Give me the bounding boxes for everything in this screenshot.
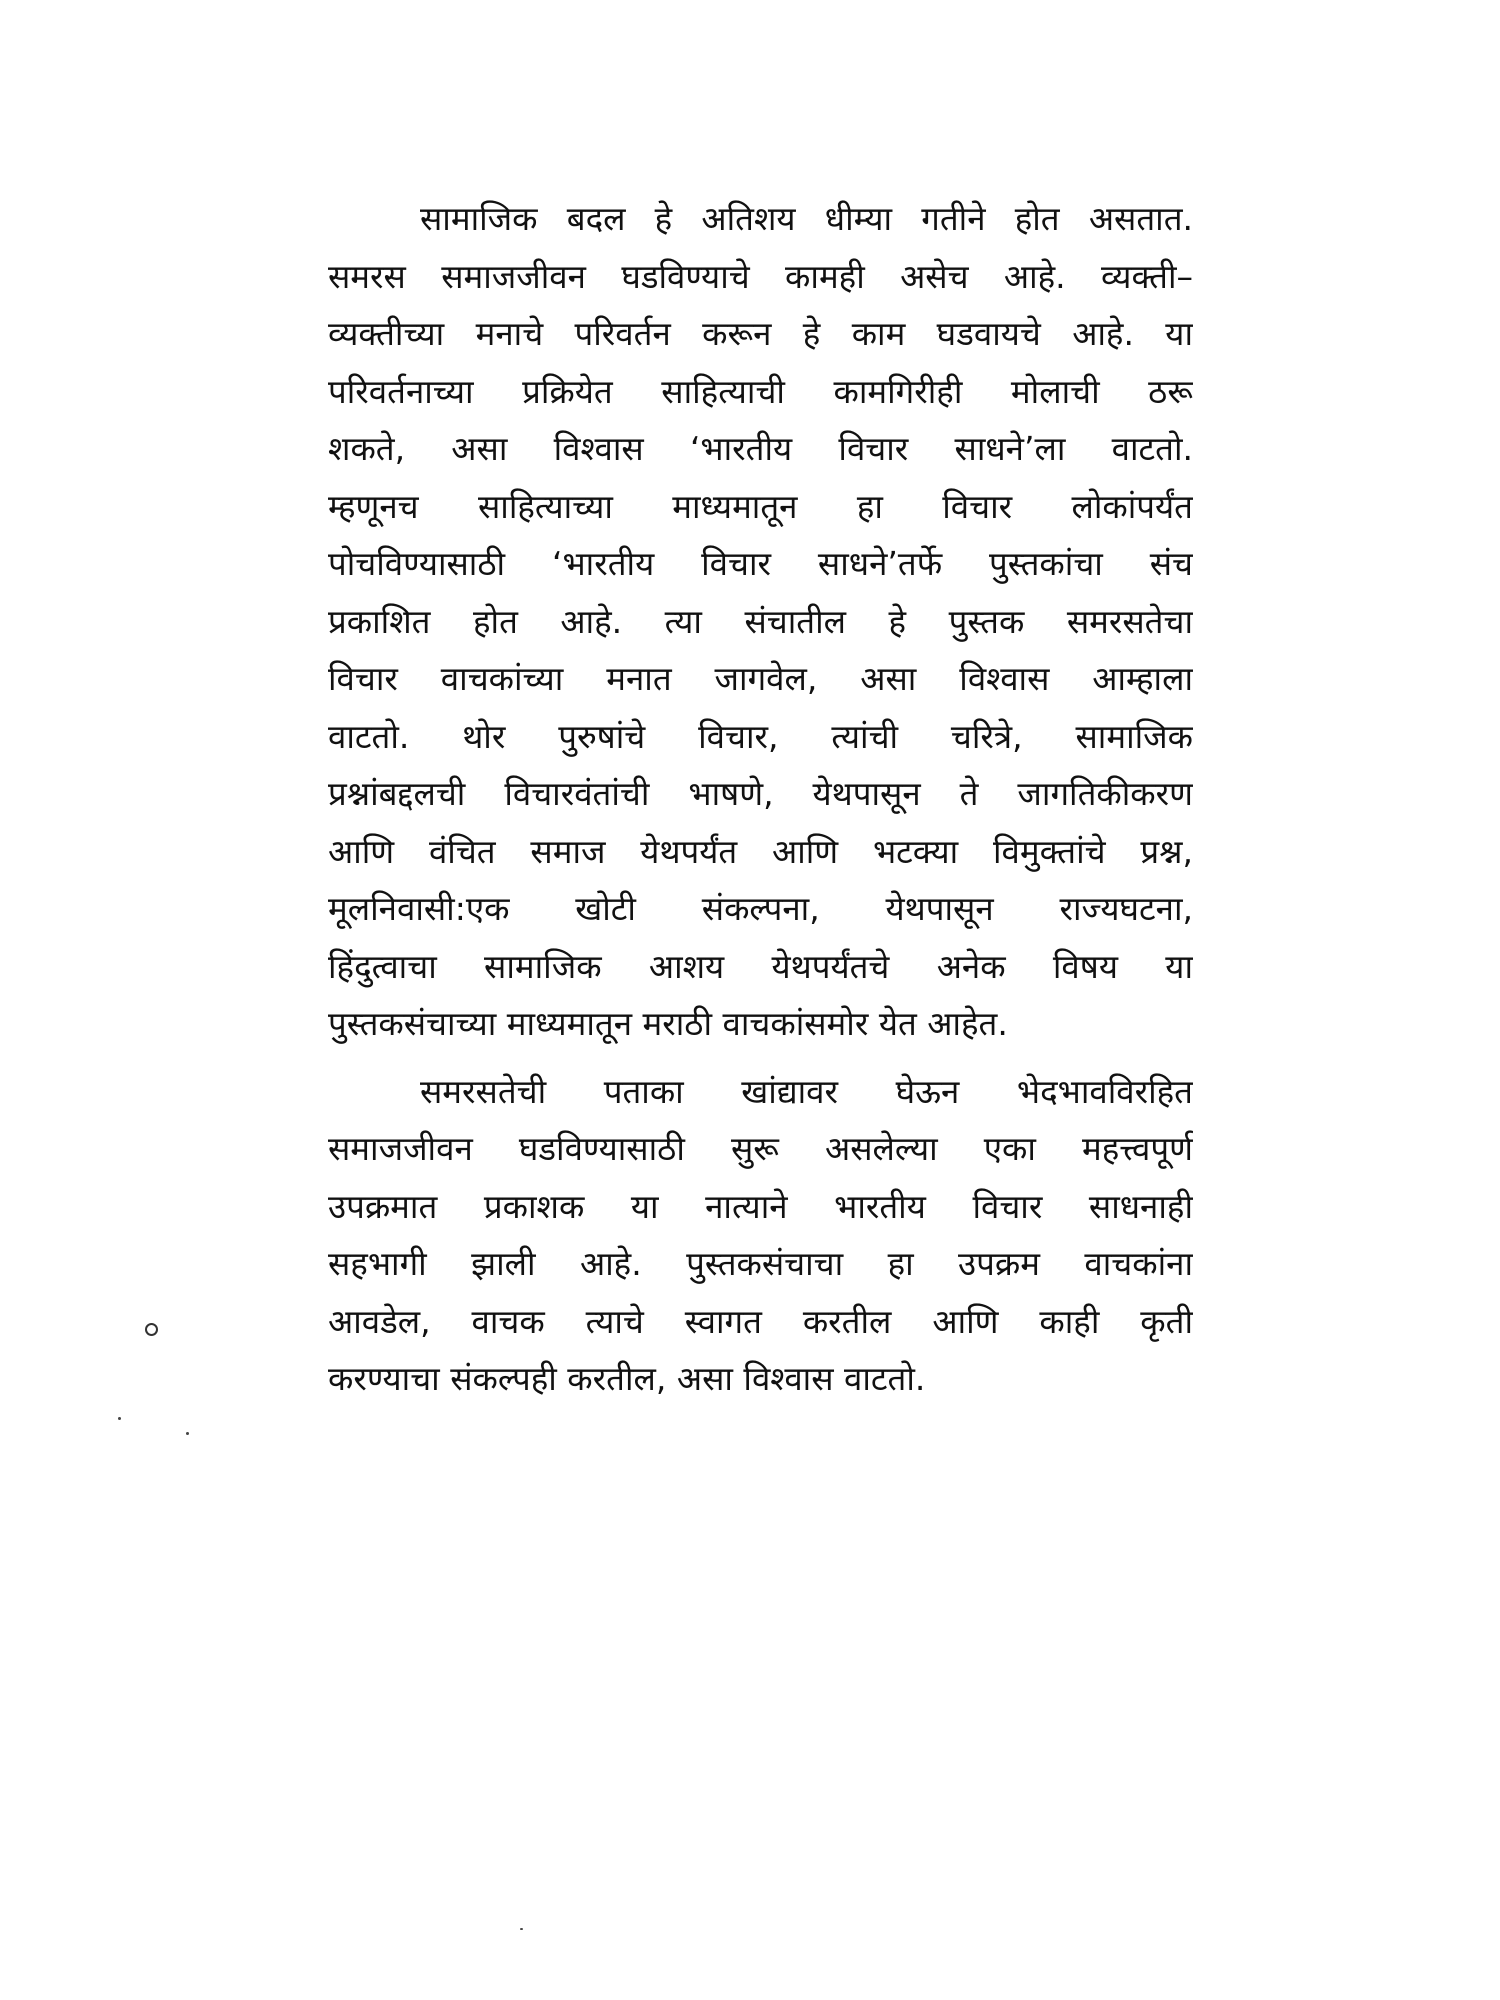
text-line: समरसतेची पताका खांद्यावर घेऊन भेदभावविरहित xyxy=(420,1071,1193,1111)
text-line: आणि वंचित समाज येथपर्यंत आणि भटक्या विमुक्तांचे प्रश्न, xyxy=(328,831,1193,871)
text-line: परिवर्तनाच्या प्रक्रियेत साहित्याची कामगिरीही मोलाची ठरू xyxy=(328,371,1193,411)
text-line: उपक्रमात प्रकाशक या नात्याने भारतीय विचार साधनाही xyxy=(328,1186,1193,1226)
paragraph-2 xyxy=(328,1063,1193,1408)
text-line: प्रकाशित होत आहे. त्या संचातील हे पुस्तक समरसतेचा xyxy=(328,601,1193,641)
scan-speck xyxy=(186,1432,189,1435)
text-line: म्हणूनच साहित्याच्या माध्यमातून हा विचार लोकांपर्यंत xyxy=(328,486,1193,526)
body-text xyxy=(328,190,1193,1408)
text-line: मूलनिवासी:एक खोटी संकल्पना, येथपासून राज्यघटना, xyxy=(328,889,1193,928)
text-line: समरस समाजजीवन घडविण्याचे कामही असेच आहे. व्यक्ती– xyxy=(328,256,1193,296)
scan-speck xyxy=(520,1928,523,1930)
text-line: आवडेल, वाचक त्याचे स्वागत करतील आणि काही कृती xyxy=(328,1301,1193,1341)
text-line: सामाजिक बदल हे अतिशय धीम्या गतीने होत असतात. xyxy=(420,199,1193,238)
text-line: विचार वाचकांच्या मनात जागवेल, असा विश्वास आम्हाला xyxy=(328,659,1193,698)
text-line: करण्याचा संकल्पही करतील, असा विश्वास वाटतो. xyxy=(328,1359,926,1398)
text-line: व्यक्तीच्या मनाचे परिवर्तन करून हे काम घडवायचे आहे. या xyxy=(328,314,1193,353)
text-line: पोचविण्यासाठी ‘भारतीय विचार साधने’तर्फे पुस्तकांचा संच xyxy=(328,544,1193,583)
text-line: वाटतो. थोर पुरुषांचे विचार, त्यांची चरित्रे, सामाजिक xyxy=(328,716,1193,756)
text-line: समाजजीवन घडविण्यासाठी सुरू असलेल्या एका महत्त्वपूर्ण xyxy=(328,1129,1193,1168)
scan-speck xyxy=(118,1417,121,1420)
paragraph-1 xyxy=(328,190,1193,1053)
text-line: शकते, असा विश्वास ‘भारतीय विचार साधने’ला वाटतो. xyxy=(328,429,1193,468)
text-line: सहभागी झाली आहे. पुस्तकसंचाचा हा उपक्रम वाचकांना xyxy=(328,1244,1193,1283)
text-line: प्रश्नांबद्दलची विचारवंतांची भाषणे, येथपासून ते जागतिकीकरण xyxy=(328,774,1193,813)
text-line: पुस्तकसंचाच्या माध्यमातून मराठी वाचकांसमोर येत आहेत. xyxy=(328,1004,1008,1043)
scan-mark-ring xyxy=(145,1323,158,1336)
text-line: हिंदुत्वाचा सामाजिक आशय येथपर्यंतचे अनेक विषय या xyxy=(328,946,1193,986)
